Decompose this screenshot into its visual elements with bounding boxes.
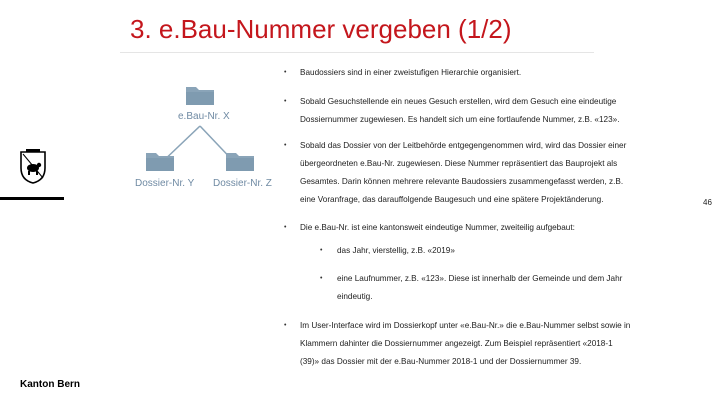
bullet-4b-line-2: eindeutig. — [337, 292, 373, 301]
bullet-2-line-2: Dossiernummer zugewiesen. Es handelt sich um eine fortlaufende Nummer, z.B. «123». — [300, 115, 620, 124]
bullet-3-line-4: eine Voranfrage, das darauffolgende Baugesuch und eine spätere Projektänderung. — [300, 195, 604, 204]
bullet-5-line-2: Klammern dahinter die Dossiernummer angezeigt. Zum Beispiel repräsentiert «2018-1 — [300, 339, 613, 348]
bullet-3-line-2: übergeordneten e.Bau-Nr. zugewiesen. Diese Nummer repräsentiert das Bauprojekt als — [300, 159, 618, 168]
folder-icon-root — [185, 84, 215, 106]
logo-rule — [0, 197, 64, 200]
sub-bullet-dot: • — [320, 275, 323, 282]
slide-title: 3. e.Bau-Nummer vergeben (1/2) — [130, 14, 512, 44]
bullet-4: Die e.Bau-Nr. ist eine kantonsweit eindeutige Nummer, zweiteilig aufgebaut: — [300, 223, 575, 232]
node-label-left: Dossier-Nr. Y — [135, 178, 195, 189]
bullet-5-line-1: Im User-Interface wird im Dossierkopf unter «e.Bau-Nr.» die e.Bau-Nummer selbst sowie in — [300, 321, 631, 330]
bullet-5-line-3: (39)» das Dossier mit der e.Bau-Nummer 2018-1 und der Dossiernummer 39. — [300, 357, 582, 366]
bullet-4b-line-1: eine Laufnummer, z.B. «123». Diese ist innerhalb der Gemeinde und dem Jahr — [337, 274, 623, 283]
bullet-2-line-1: Sobald Gesuchstellende ein neues Gesuch erstellen, wird dem Gesuch eine eindeutige — [300, 97, 617, 106]
bullet-dot: • — [284, 142, 287, 149]
sub-bullet-dot: • — [320, 247, 323, 254]
brand-label: Kanton Bern — [20, 379, 80, 390]
node-label-right: Dossier-Nr. Z — [213, 178, 272, 189]
page-number: 46 — [703, 198, 712, 207]
folder-icon-right — [225, 150, 255, 172]
folder-icon-left — [145, 150, 175, 172]
bullet-dot: • — [284, 98, 287, 105]
bullet-4a: das Jahr, vierstellig, z.B. «2019» — [337, 246, 455, 255]
bullet-dot: • — [284, 69, 287, 76]
bullet-1: Baudossiers sind in einer zweistufigen Hierarchie organisiert. — [300, 68, 522, 77]
bullet-dot: • — [284, 224, 287, 231]
node-label-root: e.Bau-Nr. X — [178, 111, 230, 122]
bern-coat-of-arms-icon — [18, 148, 48, 184]
bullet-dot: • — [284, 322, 287, 329]
bullet-3-line-1: Sobald das Dossier von der Leitbehörde entgegengenommen wird, wird das Dossier einer — [300, 141, 627, 150]
bullet-3-line-3: Gesamtes. Darin können mehrere relevante Baudossiers zusammengefasst werden, z.B. — [300, 177, 624, 186]
